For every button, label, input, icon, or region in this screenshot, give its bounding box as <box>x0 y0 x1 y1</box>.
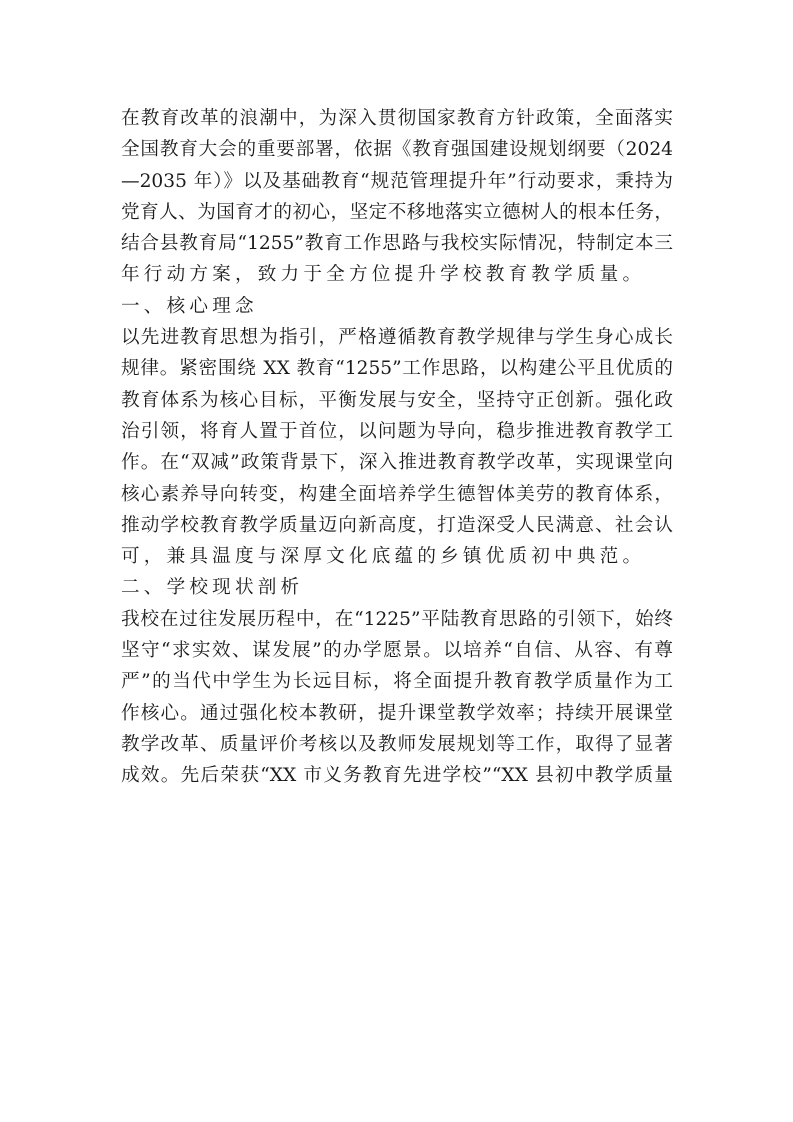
document-body <box>121 103 673 792</box>
text-line: 可，兼具温度与深厚文化底蕴的乡镇优质初中典范。 <box>121 546 646 568</box>
text-line: 治引领，将育人置于首位，以问题为导向，稳步推进教育教学工 <box>121 420 673 442</box>
section-heading-school-status: 二、学校现状剖析 <box>121 577 304 599</box>
text-line: 教学改革、质量评价考核以及教师发展规划等工作，取得了显著 <box>121 733 673 755</box>
section-heading-core-concept: 一、核心理念 <box>121 295 258 317</box>
school-status-paragraph <box>121 604 673 792</box>
text-line: 推动学校教育教学质量迈向新高度，打造深受人民满意、社会认 <box>121 514 673 536</box>
text-line: 规律。紧密围绕 XX 教育“1255”工作思路，以构建公平且优质的 <box>121 358 673 380</box>
core-concept-paragraph <box>121 322 673 572</box>
text-line: 在教育改革的浪潮中，为深入贯彻国家教育方针政策，全面落实 <box>121 108 673 129</box>
text-line: —2035 年）》以及基础教育“规范管理提升年”行动要求，秉持为 <box>121 170 673 192</box>
text-line: 结合县教育局“1255”教育工作思路与我校实际情况，特制定本三 <box>121 233 673 255</box>
text-line: 教育体系为核心目标，平衡发展与安全，坚持守正创新。强化政 <box>121 389 673 411</box>
text-line: 作核心。通过强化校本教研，提升课堂教学效率；持续开展课堂 <box>121 702 673 724</box>
text-line: 核心素养导向转变，构建全面培养学生德智体美劳的教育体系， <box>121 483 673 505</box>
text-line: 作。在“双减”政策背景下，深入推进教育教学改革，实现课堂向 <box>121 452 673 474</box>
text-line: 我校在过往发展历程中，在“1225”平陆教育思路的引领下，始终 <box>121 608 673 630</box>
text-line: 年行动方案，致力于全方位提升学校教育教学质量。 <box>121 264 646 286</box>
text-line: 严”的当代中学生为长远目标，将全面提升教育教学质量作为工 <box>121 671 673 693</box>
text-line: 坚守“求实效、谋发展”的办学愿景。以培养“自信、从容、有尊 <box>121 640 673 662</box>
text-line: 成效。先后荣获“XX 市义务教育先进学校”“XX 县初中教学质量 <box>121 765 673 787</box>
text-line: 党育人、为国育才的初心，坚定不移地落实立德树人的根本任务， <box>121 201 673 223</box>
intro-paragraph <box>121 103 673 291</box>
text-line: 以先进教育思想为指引，严格遵循教育教学规律与学生身心成长 <box>121 327 673 349</box>
text-line: 全国教育大会的重要部署，依据《教育强国建设规划纲要（2024 <box>121 139 673 161</box>
